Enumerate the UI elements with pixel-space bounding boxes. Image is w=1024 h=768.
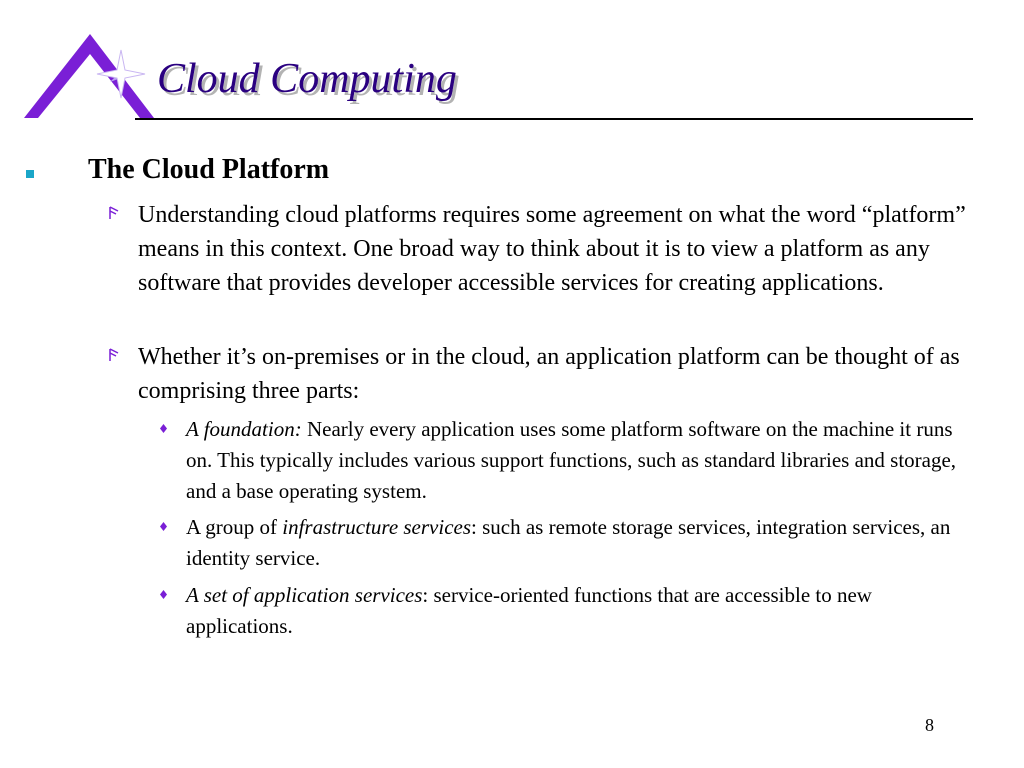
infrastructure-description: : such as remote storage services, integration services, an identity service. xyxy=(186,515,951,570)
subbullet-text-1 xyxy=(186,414,970,507)
bullet-item-1 xyxy=(108,198,968,300)
subbullet-item-2 xyxy=(160,512,970,574)
foundation-description: Nearly every application uses some platform software on the machine it runs on. This typically includes various support functions, such as standard libraries and storage, and a base operating system. xyxy=(186,417,957,503)
subbullet-item-3 xyxy=(160,580,970,642)
bullet-item-2 xyxy=(108,340,968,408)
subbullet-text-2 xyxy=(186,512,970,574)
diamond-bullet-icon xyxy=(160,590,167,599)
slide-title: Cloud Computing xyxy=(157,56,457,102)
arrow-bullet-icon xyxy=(108,348,120,362)
square-bullet-icon xyxy=(26,170,34,178)
foundation-label: A foundation: xyxy=(186,417,302,441)
section-heading: The Cloud Platform xyxy=(88,154,330,185)
bullet-text-1: Understanding cloud platforms requires some agreement on what the word “platform” means in this context. One broad way to think about it is to view a platform as any software that provides developer accessible services for creating applications. xyxy=(138,202,966,296)
title-underline xyxy=(135,118,973,120)
subbullet-item-1 xyxy=(160,414,970,507)
star-triangle-logo-icon xyxy=(20,30,160,122)
infrastructure-prefix: A group of xyxy=(186,515,283,539)
application-services-label: A set of application services xyxy=(186,583,423,607)
diamond-bullet-icon xyxy=(160,424,167,433)
application-services-description: : service-oriented functions that are accessible to new applications. xyxy=(186,583,872,638)
page-number: 8 xyxy=(925,715,934,735)
bullet-text-2: Whether it’s on-premises or in the cloud, an application platform can be thought of as comprising three parts: xyxy=(138,344,960,404)
arrow-bullet-icon xyxy=(108,206,120,220)
infrastructure-label: infrastructure services xyxy=(282,515,472,539)
subbullet-text-3 xyxy=(186,580,970,642)
diamond-bullet-icon xyxy=(160,522,167,531)
